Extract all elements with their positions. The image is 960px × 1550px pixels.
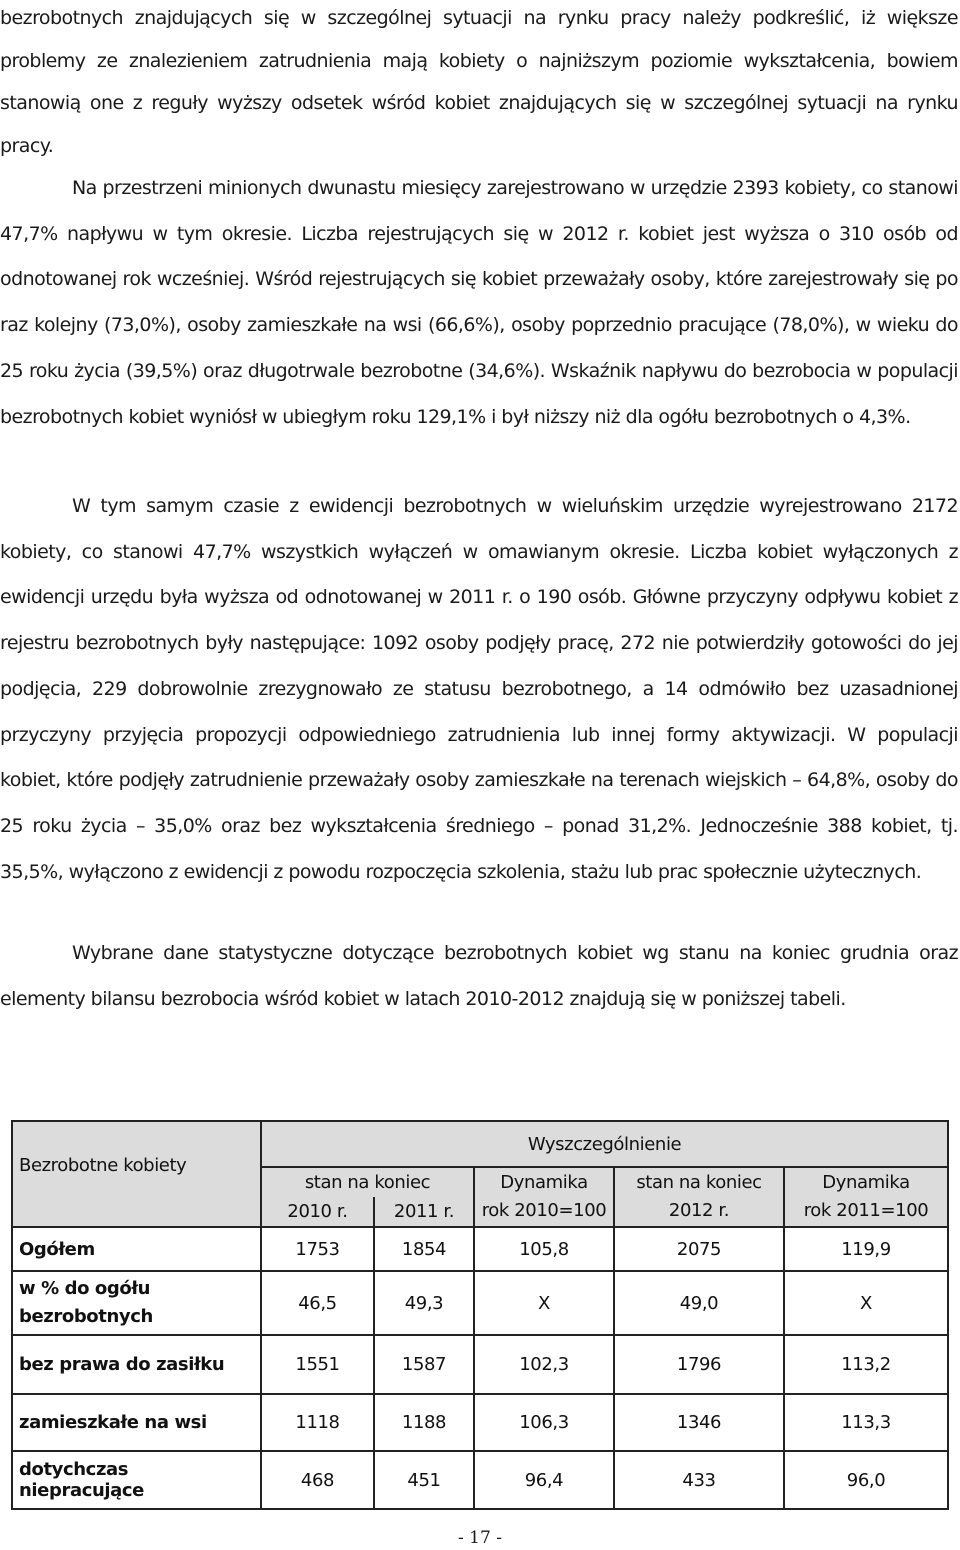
cell-2012: 1346: [614, 1394, 784, 1451]
row-label-bez-prawa: bez prawa do zasiłku: [12, 1335, 261, 1394]
cell-dynamika-2010: 106,3: [474, 1394, 614, 1451]
header-2010: 2010 r.: [261, 1197, 374, 1227]
row-label-procent: [12, 1271, 261, 1335]
cell-2012: 49,0: [614, 1271, 784, 1335]
cell-dynamika-2010: 105,8: [474, 1227, 614, 1271]
cell-dynamika-2010: 96,4: [474, 1451, 614, 1509]
header-dynamika-2010-line2: rok 2010=100: [481, 1200, 607, 1221]
page-number: - 17 -: [458, 1528, 502, 1548]
header-2011: 2011 r.: [374, 1197, 474, 1227]
header-dynamika-2010: [474, 1167, 614, 1227]
row-label-procent-line2: bezrobotnych: [19, 1306, 153, 1327]
cell-2011: 1587: [374, 1335, 474, 1394]
header-stan-2012: [614, 1167, 784, 1227]
header-stan-2012-line2: 2012 r.: [668, 1200, 730, 1221]
cell-dynamika-2010: X: [474, 1271, 614, 1335]
cell-2011: 451: [374, 1451, 474, 1509]
header-dynamika-2010-line1: Dynamika: [500, 1172, 588, 1193]
cell-2012: 2075: [614, 1227, 784, 1271]
cell-dynamika-2011: 96,0: [784, 1451, 948, 1509]
cell-dynamika-2011: X: [784, 1271, 948, 1335]
table-row: [12, 1271, 948, 1335]
table-row: [12, 1335, 948, 1394]
cell-2012: 1796: [614, 1335, 784, 1394]
paragraph-table-intro: Wybrane dane statystyczne dotyczące bezrobotnych kobiet wg stanu na koniec grudnia oraz elementy bilansu bezrobocia wśród kobiet w latach 2010-2012 znajdują się w poniższej tabeli.: [0, 942, 958, 1010]
row-label-ogolem: Ogółem: [12, 1227, 261, 1271]
cell-2011: 49,3: [374, 1271, 474, 1335]
statistics-table: [11, 1120, 949, 1510]
cell-dynamika-2010: 102,3: [474, 1335, 614, 1394]
cell-2010: 1753: [261, 1227, 374, 1271]
cell-2012: 433: [614, 1451, 784, 1509]
table-row: [12, 1451, 948, 1509]
cell-2011: 1188: [374, 1394, 474, 1451]
table-header-row-1: [12, 1121, 948, 1167]
table-row: [12, 1394, 948, 1451]
cell-dynamika-2011: 119,9: [784, 1227, 948, 1271]
header-dynamika-2011: [784, 1167, 948, 1227]
header-stan-na-koniec: stan na koniec: [261, 1167, 474, 1197]
cell-dynamika-2011: 113,3: [784, 1394, 948, 1451]
cell-2010: 46,5: [261, 1271, 374, 1335]
paragraph-intro-continuation: bezrobotnych znajdujących się w szczególnej sytuacji na rynku pracy należy podkreślić, iż większe problemy ze znalezieniem zatrudnienia mają kobiety o najniższym poziomie wykształcenia, bowiem stanowią one z reguły wyższy odsetek wśród kobiet znajdujących się w szczególnej sytuacji na rynku pracy.: [0, 7, 958, 157]
cell-2010: 468: [261, 1451, 374, 1509]
cell-2011: 1854: [374, 1227, 474, 1271]
table-group-header: Wyszczególnienie: [261, 1121, 948, 1167]
paragraph-deregistrations: W tym samym czasie z ewidencji bezrobotnych w wieluńskim urzędzie wyrejestrowano 2172 kobiety, co stanowi 47,7% wszystkich wyłączeń w omawianym okresie. Liczba kobiet wyłączonych z ewidencji urzędu była wyższa od odnotowanej w 2011 r. o 190 osób. Główne przyczyny odpływu kobiet z rejestru bezrobotnych były następujące: 1092 osoby podjęły pracę, 272 nie potwierdziły gotowości do jej podjęcia, 229 dobrowolnie zrezygnowało ze statusu bezrobotnego, a 14 odmówiło bez uzasadnionej przyczyny przyjęcia propozycji odpowiedniego zatrudnienia lub innej formy aktywizacji. W populacji kobiet, które podjęły zatrudnienie przeważały osoby zamieszkałe na terenach wiejskich – 64,8%, osoby do 25 roku życia – 35,0% oraz bez wykształcenia średniego – ponad 31,2%. Jednocześnie 388 kobiet, tj. 35,5%, wyłączono z ewidencji z powodu rozpoczęcia szkolenia, stażu lub prac społecznie użytecznych.: [0, 495, 958, 883]
row-label-niepracujace: dotychczas niepracujące: [12, 1451, 261, 1509]
table-corner-label: Bezrobotne kobiety: [12, 1121, 261, 1227]
row-label-wies: zamieszkałe na wsi: [12, 1394, 261, 1451]
header-dynamika-2011-line1: Dynamika: [822, 1172, 910, 1193]
header-dynamika-2011-line2: rok 2011=100: [803, 1200, 929, 1221]
table-row: [12, 1227, 948, 1271]
header-stan-2012-line1: stan na koniec: [636, 1172, 762, 1193]
cell-2010: 1118: [261, 1394, 374, 1451]
cell-2010: 1551: [261, 1335, 374, 1394]
cell-dynamika-2011: 113,2: [784, 1335, 948, 1394]
paragraph-registrations: Na przestrzeni minionych dwunastu miesięcy zarejestrowano w urzędzie 2393 kobiety, co stanowi 47,7% napływu w tym okresie. Liczba rejestrujących się w 2012 r. kobiet jest wyższa o 310 osób od odnotowanej rok wcześniej. Wśród rejestrujących się kobiet przeważały osoby, które zarejestrowały się po raz kolejny (73,0%), osoby zamieszkałe na wsi (66,6%), osoby poprzednio pracujące (78,0%), w wieku do 25 roku życia (39,5%) oraz długotrwale bezrobotne (34,6%). Wskaźnik napływu do bezrobocia w populacji bezrobotnych kobiet wyniósł w ubiegłym roku 129,1% i był niższy niż dla ogółu bezrobotnych o 4,3%.: [0, 177, 958, 428]
row-label-procent-line1: w % do ogółu: [19, 1278, 151, 1299]
